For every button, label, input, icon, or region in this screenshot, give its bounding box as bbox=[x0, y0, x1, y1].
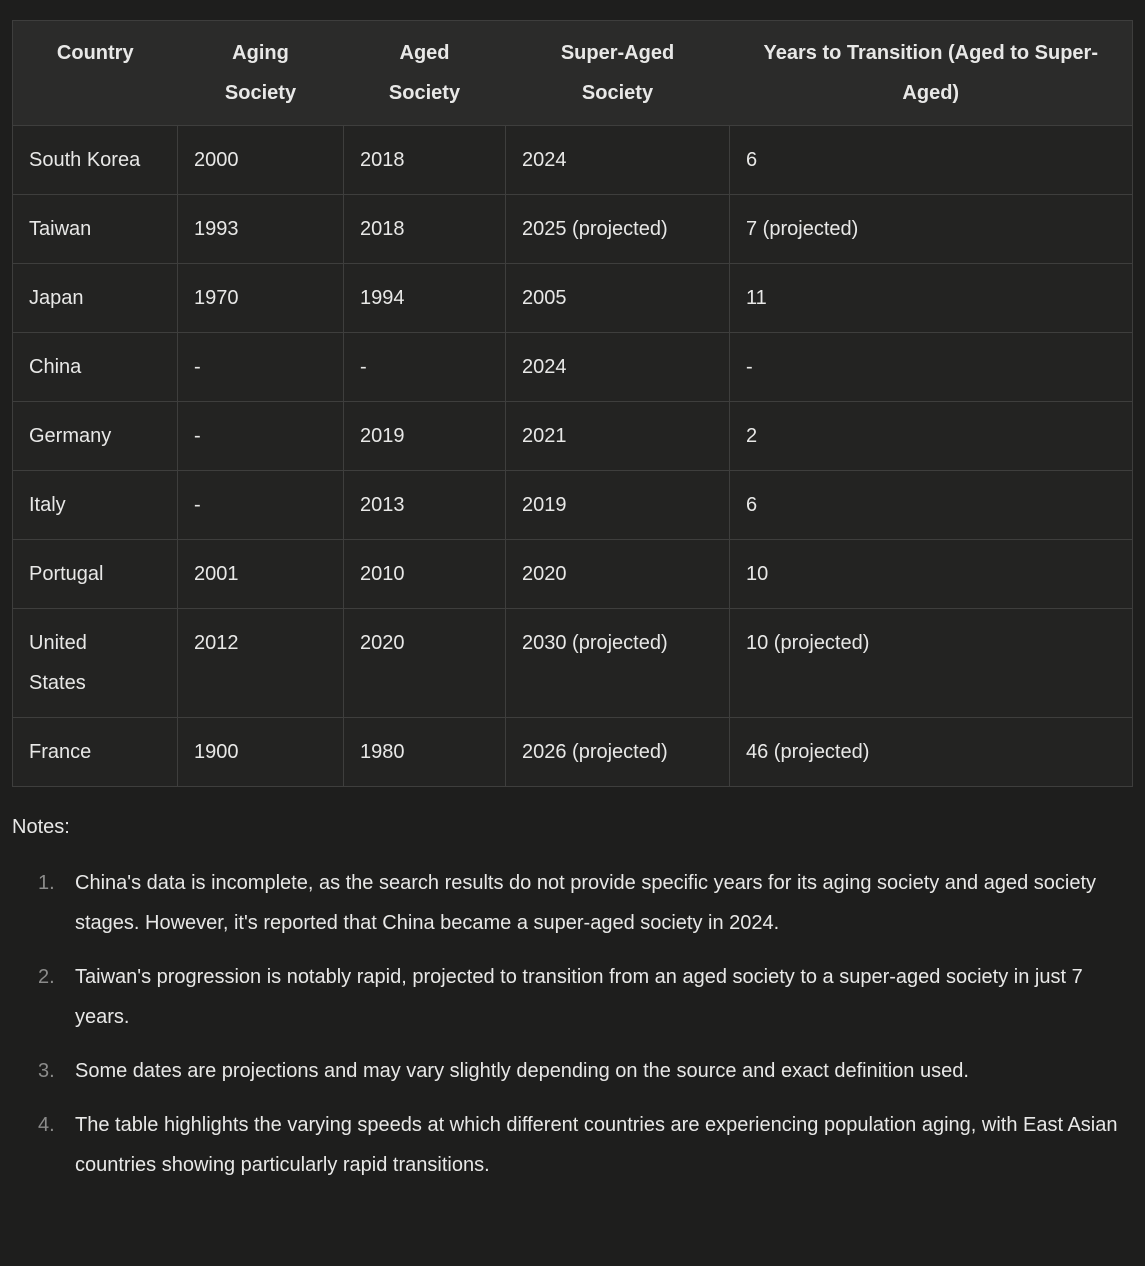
table-cell: 2020 bbox=[344, 609, 506, 718]
table-cell: 6 bbox=[730, 126, 1133, 195]
note-item-text: China's data is incomplete, as the search results do not provide specific years for its aging society and aged society stages. However, it's reported that China became a super-aged society in 2024. bbox=[75, 872, 1097, 934]
table-cell-country bbox=[13, 718, 178, 787]
note-item-number: 3. bbox=[38, 1060, 55, 1082]
table-cell: 2000 bbox=[178, 126, 344, 195]
note-item-number: 4. bbox=[38, 1114, 55, 1136]
table-row bbox=[13, 126, 1133, 195]
table-row bbox=[13, 540, 1133, 609]
note-item bbox=[12, 1105, 1133, 1185]
note-item-text: The table highlights the varying speeds at which different countries are experiencing population aging, with East Asian countries showing particularly rapid transitions. bbox=[75, 1114, 1118, 1176]
table-cell: - bbox=[178, 471, 344, 540]
table-cell: 2005 bbox=[506, 264, 730, 333]
table-cell-country bbox=[13, 471, 178, 540]
country-label: China bbox=[29, 356, 82, 378]
country-label: Taiwan bbox=[29, 218, 92, 240]
table-cell-country bbox=[13, 126, 178, 195]
notes-list bbox=[12, 863, 1133, 1185]
table-cell: 11 bbox=[730, 264, 1133, 333]
table-cell: 1970 bbox=[178, 264, 344, 333]
table-cell: 2012 bbox=[178, 609, 344, 718]
table-cell: 1980 bbox=[344, 718, 506, 787]
country-label: France bbox=[29, 741, 92, 763]
table-cell: 6 bbox=[730, 471, 1133, 540]
table-cell: 2010 bbox=[344, 540, 506, 609]
note-item-number: 1. bbox=[38, 872, 55, 894]
table-row bbox=[13, 471, 1133, 540]
column-header-country: Country bbox=[13, 21, 178, 126]
country-label: Portugal bbox=[29, 563, 104, 585]
table-cell: 2024 bbox=[506, 126, 730, 195]
table-cell: 2024 bbox=[506, 333, 730, 402]
table-cell: 2019 bbox=[506, 471, 730, 540]
country-label: Germany bbox=[29, 425, 112, 447]
table-cell: 2026 (projected) bbox=[506, 718, 730, 787]
table-cell: - bbox=[344, 333, 506, 402]
table-cell: 2019 bbox=[344, 402, 506, 471]
country-label: Italy bbox=[29, 494, 66, 516]
note-item bbox=[12, 957, 1133, 1037]
table-cell: 1993 bbox=[178, 195, 344, 264]
table-cell: 2018 bbox=[344, 195, 506, 264]
country-label: Japan bbox=[29, 287, 84, 309]
table-cell: 10 bbox=[730, 540, 1133, 609]
table-cell: 46 (projected) bbox=[730, 718, 1133, 787]
table-cell-country bbox=[13, 540, 178, 609]
table-cell-country bbox=[13, 195, 178, 264]
table-row bbox=[13, 195, 1133, 264]
note-item-text: Taiwan's progression is notably rapid, projected to transition from an aged society to a super-aged society in just 7 years. bbox=[75, 966, 1083, 1028]
table-cell: 2025 (projected) bbox=[506, 195, 730, 264]
aging-society-table bbox=[12, 20, 1133, 787]
table-row bbox=[13, 333, 1133, 402]
column-header-aged-society: Aged Society bbox=[344, 21, 506, 126]
note-item-number: 2. bbox=[38, 966, 55, 988]
table-cell-country bbox=[13, 333, 178, 402]
table-cell-country bbox=[13, 402, 178, 471]
table-cell: 2020 bbox=[506, 540, 730, 609]
note-item bbox=[12, 1051, 1133, 1091]
table-cell: 2001 bbox=[178, 540, 344, 609]
table-row bbox=[13, 402, 1133, 471]
column-header-super-aged-society: Super-Aged Society bbox=[506, 21, 730, 126]
notes-heading: Notes: bbox=[12, 816, 70, 838]
note-item bbox=[12, 863, 1133, 943]
table-cell: 1994 bbox=[344, 264, 506, 333]
table-row bbox=[13, 718, 1133, 787]
table-cell: 2018 bbox=[344, 126, 506, 195]
table-cell: - bbox=[730, 333, 1133, 402]
country-label: United States bbox=[29, 632, 87, 694]
header-row bbox=[13, 21, 1133, 126]
table-row bbox=[13, 264, 1133, 333]
country-label: South Korea bbox=[29, 149, 141, 171]
table-cell: 2013 bbox=[344, 471, 506, 540]
table-cell: 2 bbox=[730, 402, 1133, 471]
table-cell: - bbox=[178, 333, 344, 402]
table-cell: 7 (projected) bbox=[730, 195, 1133, 264]
table-cell: 2030 (projected) bbox=[506, 609, 730, 718]
column-header-aging-society: Aging Society bbox=[178, 21, 344, 126]
table-row bbox=[13, 609, 1133, 718]
table-cell: 1900 bbox=[178, 718, 344, 787]
table-cell: - bbox=[178, 402, 344, 471]
table-cell-country bbox=[13, 609, 178, 718]
table-cell: 2021 bbox=[506, 402, 730, 471]
note-item-text: Some dates are projections and may vary slightly depending on the source and exact definition used. bbox=[75, 1060, 969, 1082]
table-cell-country bbox=[13, 264, 178, 333]
table-cell: 10 (projected) bbox=[730, 609, 1133, 718]
column-header-years-to-transition: Years to Transition (Aged to Super-Aged) bbox=[730, 21, 1133, 126]
